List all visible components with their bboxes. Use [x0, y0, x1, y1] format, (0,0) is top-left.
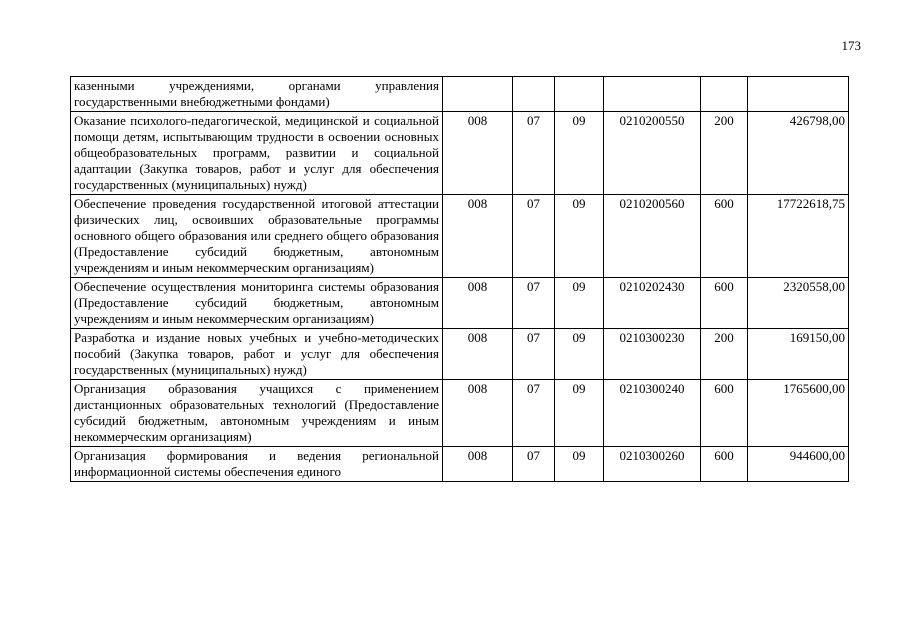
row-vr: 200 [701, 112, 748, 195]
row-pr: 09 [555, 329, 604, 380]
row-pr: 09 [555, 380, 604, 447]
row-vr: 600 [701, 278, 748, 329]
row-ved: 008 [443, 447, 513, 482]
row-pr: 09 [555, 447, 604, 482]
table-row [71, 329, 849, 380]
row-ved: 008 [443, 195, 513, 278]
table-row [71, 278, 849, 329]
row-sum: 1765600,00 [748, 380, 849, 447]
row-vr [701, 77, 748, 112]
row-description: казенными учреждениями, органами управления государственными внебюджетными фондами) [71, 77, 443, 112]
row-vr: 600 [701, 447, 748, 482]
table-row [71, 447, 849, 482]
page-number: 173 [841, 38, 861, 53]
table-row [71, 112, 849, 195]
row-sum: 169150,00 [748, 329, 849, 380]
table-row [71, 195, 849, 278]
row-sum: 426798,00 [748, 112, 849, 195]
row-vr: 200 [701, 329, 748, 380]
row-pr: 09 [555, 112, 604, 195]
row-csr: 0210200560 [604, 195, 701, 278]
row-description: Организация образования учащихся с применением дистанционных образовательных технологий (Предоставление субсидий бюджетным, автономным учреждениям и иным некоммерческим организациям) [71, 380, 443, 447]
row-rz: 07 [513, 278, 555, 329]
table-row [71, 380, 849, 447]
row-ved: 008 [443, 278, 513, 329]
row-sum: 2320558,00 [748, 278, 849, 329]
row-csr: 0210202430 [604, 278, 701, 329]
row-rz: 07 [513, 380, 555, 447]
row-rz: 07 [513, 112, 555, 195]
row-csr: 0210300240 [604, 380, 701, 447]
row-ved: 008 [443, 380, 513, 447]
row-vr: 600 [701, 380, 748, 447]
row-ved: 008 [443, 329, 513, 380]
row-description: Обеспечение проведения государственной итоговой аттестации физических лиц, освоивших образовательные программы основного общего образования или среднего общего образования (Предоставление субсидий бюджетным, автономным учреждениям и иным некоммерческим организациям) [71, 195, 443, 278]
row-csr: 0210300230 [604, 329, 701, 380]
row-rz: 07 [513, 329, 555, 380]
row-description: Обеспечение осуществления мониторинга системы образования (Предоставление субсидий бюджетным, автономным учреждениям и иным некоммерческим организациям) [71, 278, 443, 329]
row-csr: 0210300260 [604, 447, 701, 482]
row-description: Разработка и издание новых учебных и учебно-методических пособий (Закупка товаров, работ и услуг для обеспечения государственных (муниципальных) нужд) [71, 329, 443, 380]
row-pr: 09 [555, 195, 604, 278]
row-sum [748, 77, 849, 112]
row-rz: 07 [513, 447, 555, 482]
row-description: Оказание психолого-педагогической, медицинской и социальной помощи детям, испытывающим трудности в освоении основных общеобразовательных программ, развитии и социальной адаптации (Закупка товаров, работ и услуг для обеспечения государственных (муниципальных) нужд) [71, 112, 443, 195]
row-pr: 09 [555, 278, 604, 329]
row-ved [443, 77, 513, 112]
row-rz: 07 [513, 195, 555, 278]
row-csr [604, 77, 701, 112]
row-sum: 17722618,75 [748, 195, 849, 278]
budget-table [70, 76, 849, 482]
row-csr: 0210200550 [604, 112, 701, 195]
row-description: Организация формирования и ведения региональной информационной системы обеспечения единого [71, 447, 443, 482]
row-rz [513, 77, 555, 112]
row-sum: 944600,00 [748, 447, 849, 482]
row-vr: 600 [701, 195, 748, 278]
table-row [71, 77, 849, 112]
row-ved: 008 [443, 112, 513, 195]
row-pr [555, 77, 604, 112]
